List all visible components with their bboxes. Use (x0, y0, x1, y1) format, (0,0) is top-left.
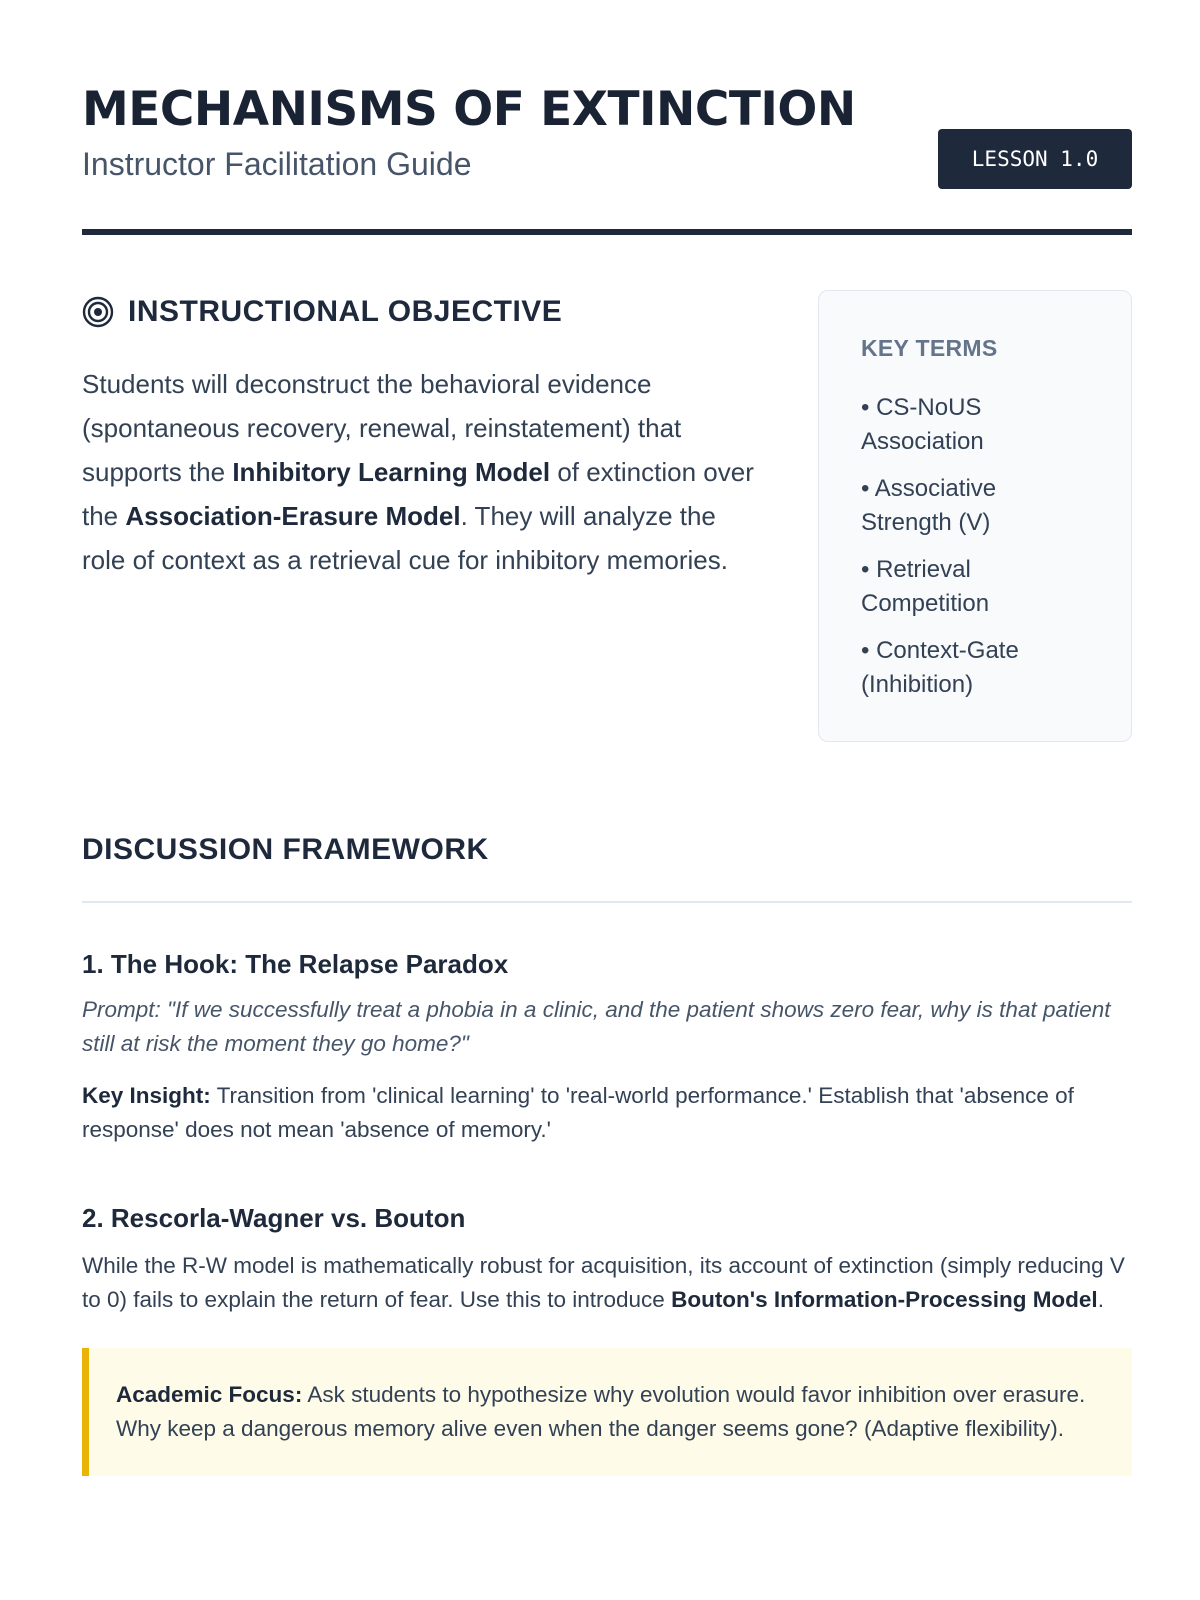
instructional-objective (82, 290, 762, 608)
key-term-item: • Context-Gate (Inhibition) (861, 637, 1019, 698)
page-header (82, 0, 1132, 236)
key-term-item: • Retrieval Competition (861, 556, 990, 617)
key-terms-panel (818, 290, 1132, 742)
erasure-model-term: Association-Erasure Model (125, 501, 461, 531)
lesson-guide-page (82, 0, 1132, 1441)
item-title-hook: 1. The Hook: The Relapse Paradox (82, 949, 509, 979)
key-insight-label: Key Insight: (82, 1083, 211, 1108)
target-icon (82, 296, 114, 328)
lesson-badge: LESSON 1.0 (938, 129, 1132, 189)
key-term-item: • CS-NoUS Association (861, 394, 984, 455)
key-term-item: • Associative Strength (V) (861, 475, 997, 536)
page-title: MECHANISMS OF EXTINCTION (82, 82, 856, 137)
objective-heading (82, 290, 762, 334)
inhibitory-model-term: Inhibitory Learning Model (232, 457, 551, 487)
section-divider (82, 901, 1132, 903)
discussion-item-models (82, 1201, 1132, 1317)
item-title-models: 2. Rescorla-Wagner vs. Bouton (82, 1203, 466, 1233)
hook-key-insight: Key Insight: Transition from 'clinical learning' to 'real-world performance.' Establish that 'absence of response' does not mean 'absence of memory.' (82, 1083, 1074, 1142)
page-subtitle: Instructor Facilitation Guide (82, 146, 472, 182)
discussion-item-hook (82, 947, 1132, 1147)
objective-section (82, 290, 1132, 746)
key-terms-list (861, 391, 1091, 702)
objective-text: Students will deconstruct the behavioral evidence (spontaneous recovery, renewal, reinstatement) that supports the Inhibitory Learning Model of extinction over the Association-Erasure Model. They will analyze the role of context as a retrieval cue for inhibitory memories. (82, 369, 754, 575)
discussion-framework (82, 832, 1132, 1476)
objective-heading-text: INSTRUCTIONAL OBJECTIVE (128, 295, 563, 328)
discussion-title: DISCUSSION FRAMEWORK (82, 833, 489, 866)
academic-focus-callout: Academic Focus: Ask students to hypothesize why evolution would favor inhibition over erasure. Why keep a dangerous memory alive even when the danger seems gone? (Adaptive flexibility). (82, 1348, 1132, 1476)
bouton-model-term: Bouton's Information-Processing Model (671, 1287, 1098, 1312)
hook-prompt: Prompt: "If we successfully treat a phobia in a clinic, and the patient shows zero fear, why is that patient still at risk the moment they go home?" (82, 997, 1111, 1056)
key-terms-title: KEY TERMS (861, 335, 998, 361)
academic-focus-label: Academic Focus: (116, 1382, 303, 1407)
models-text: While the R-W model is mathematically robust for acquisition, its account of extinction (simply reducing V to 0) fails to explain the return of fear. Use this to introduce Bouton's Information-Processing Model. (82, 1253, 1125, 1312)
header-divider (82, 229, 1132, 235)
